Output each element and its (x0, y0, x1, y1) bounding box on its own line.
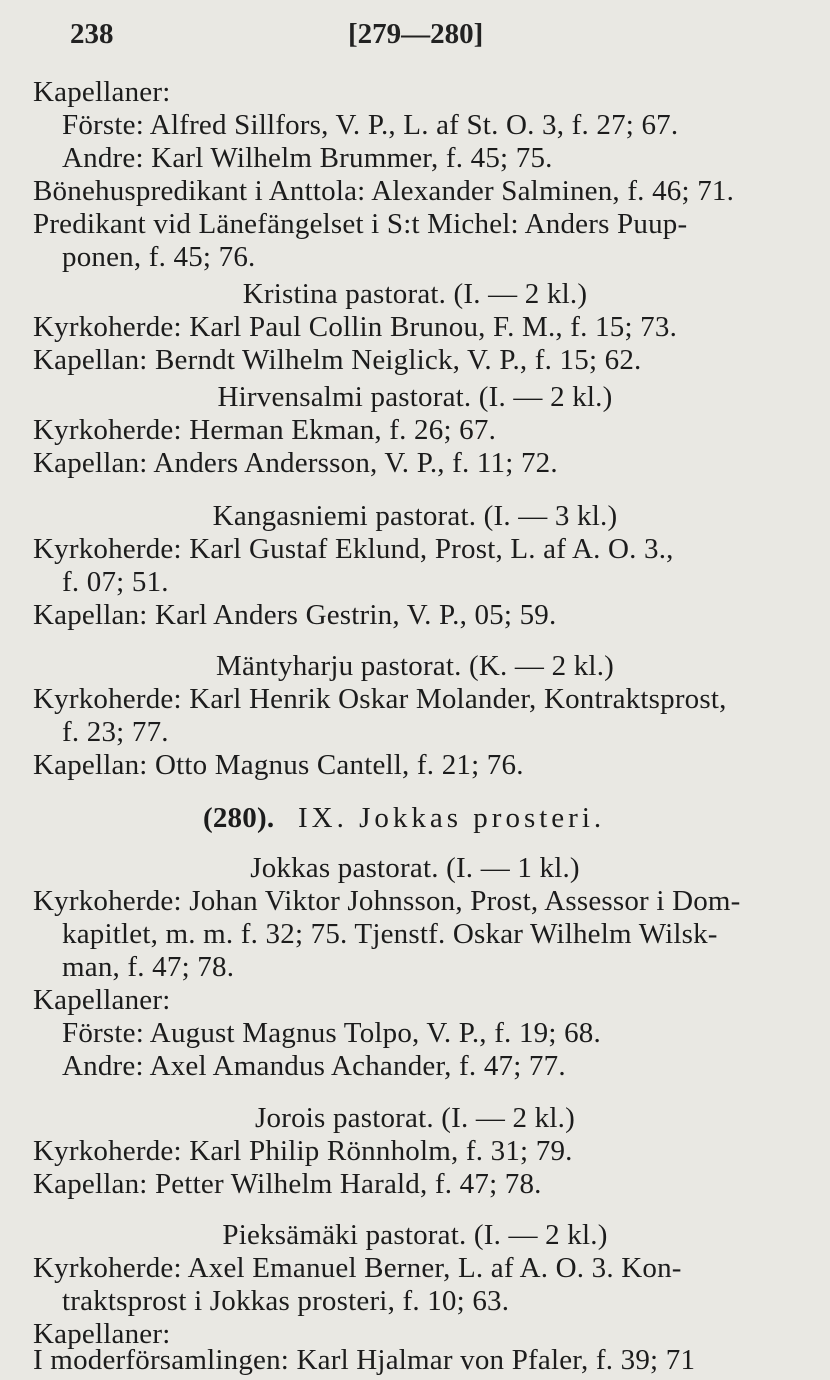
parish-heading: Pieksämäki pastorat. (I. — 2 kl.) (222, 1219, 608, 1251)
text-line: Kapellan: Karl Anders Gestrin, V. P., 05; 59. (33, 599, 557, 631)
parish-heading: Jorois pastorat. (I. — 2 kl.) (255, 1102, 575, 1134)
text-line: I moderförsamlingen: Karl Hjalmar von Pfaler, f. 39; 71 (33, 1344, 696, 1376)
text-line: Kyrkoherde: Karl Philip Rönnholm, f. 31; 79. (33, 1135, 573, 1167)
text-line: Kyrkoherde: Karl Gustaf Eklund, Prost, L. af A. O. 3., (33, 533, 674, 565)
text-line: Kyrkoherde: Karl Henrik Oskar Molander, Kontraktsprost, (33, 683, 727, 715)
text-line: Kyrkoherde: Karl Paul Collin Brunou, F. M., f. 15; 73. (33, 311, 678, 343)
text-line: Kyrkoherde: Axel Emanuel Berner, L. af A. O. 3. Kon- (33, 1252, 682, 1284)
section-range: [279—280] (348, 18, 484, 50)
text-line: Kapellaner: (33, 984, 171, 1016)
parish-heading: Jokkas pastorat. (I. — 1 kl.) (250, 852, 580, 884)
text-line: Kapellaner: (33, 76, 171, 108)
section-number: (280). (203, 802, 275, 834)
text-line: f. 23; 77. (62, 716, 169, 748)
page-number: 238 (70, 18, 114, 50)
parish-heading: Kangasniemi pastorat. (I. — 3 kl.) (212, 500, 618, 532)
text-line: Kapellan: Otto Magnus Cantell, f. 21; 76. (33, 749, 524, 781)
text-line: kapitlet, m. m. f. 32; 75. Tjenstf. Oskar Wilhelm Wilsk- (62, 918, 718, 950)
text-line: Kapellaner: (33, 1318, 171, 1350)
deanery-heading: IX. Jokkas prosteri. (298, 802, 606, 834)
text-line: Förste: August Magnus Tolpo, V. P., f. 19; 68. (62, 1017, 601, 1049)
page-header (0, 14, 830, 54)
text-line: Kapellan: Berndt Wilhelm Neiglick, V. P., f. 15; 62. (33, 344, 642, 376)
text-line: Andre: Axel Amandus Achander, f. 47; 77. (62, 1050, 566, 1082)
text-line: Predikant vid Länefängelset i S:t Michel: Anders Puup- (33, 208, 688, 240)
parish-heading: Hirvensalmi pastorat. (I. — 2 kl.) (217, 381, 613, 413)
text-line: Kapellan: Petter Wilhelm Harald, f. 47; 78. (33, 1168, 542, 1200)
text-line: Bönehuspredikant i Anttola: Alexander Salminen, f. 46; 71. (33, 175, 735, 207)
parish-heading: Mäntyharju pastorat. (K. — 2 kl.) (215, 650, 614, 682)
parish-heading: Kristina pastorat. (I. — 2 kl.) (242, 278, 588, 310)
text-line: Kapellan: Anders Andersson, V. P., f. 11; 72. (33, 447, 558, 479)
text-line: Förste: Alfred Sillfors, V. P., L. af St. O. 3, f. 27; 67. (62, 109, 679, 141)
text-line: Kyrkoherde: Herman Ekman, f. 26; 67. (33, 414, 497, 446)
text-line: Andre: Karl Wilhelm Brummer, f. 45; 75. (62, 142, 553, 174)
text-line: f. 07; 51. (62, 566, 169, 598)
text-line: Kyrkoherde: Johan Viktor Johnsson, Prost, Assessor i Dom- (33, 885, 741, 917)
text-line: man, f. 47; 78. (62, 951, 235, 983)
text-line: ponen, f. 45; 76. (62, 241, 256, 273)
text-line: traktsprost i Jokkas prosteri, f. 10; 63. (62, 1285, 510, 1317)
